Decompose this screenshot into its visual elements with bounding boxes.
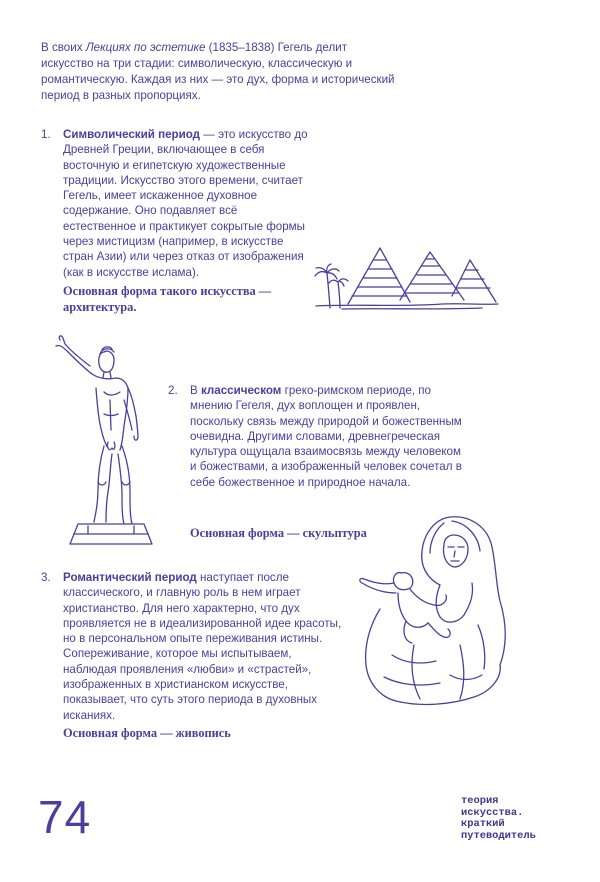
main-form-architecture: Основная форма такого искусства — архитектура. bbox=[63, 284, 272, 314]
statue-illustration bbox=[48, 330, 163, 555]
book-title bbox=[461, 796, 571, 842]
intro-book-title: Лекциях по эстетике bbox=[85, 41, 206, 54]
section-text: — это искусство до Древней Греции, включающее в себя восточную и египетскую художественные традиции. Искусство этого времени, считает Гегель, имеет искаженное духовное содержание. Оно подавляет всё естественное и практикует сокрытые формы через мистицизм (например, в искусстве стран Азии) или через отказ от изображения (как в искусстве ислама). bbox=[63, 128, 308, 279]
book-title-line: путеводитель bbox=[461, 829, 536, 842]
section-number: 1. bbox=[41, 128, 51, 141]
section-romantic bbox=[41, 570, 348, 723]
section-body bbox=[63, 570, 348, 723]
intro-text-after: (1835–1838) Гегель делит искусство на три стадии: символическую, классическую и романтическую. Каждая из них — это дух, форма и исторический период в разных пропорциях. bbox=[41, 41, 395, 102]
section-body bbox=[63, 127, 313, 280]
section-text: греко-римском периоде, по мнению Гегеля, дух воплощен и проявлен, поскольку связь между природой и божественным очевидна. Другими словами, древнегреческая культура ощущала взаимосвязь между человеком и божествами, а изображенный человек сочетал в себе божественное и природное начала. bbox=[190, 384, 462, 489]
book-title-line: краткий bbox=[461, 818, 505, 830]
book-title-line: искусства. bbox=[461, 806, 524, 819]
section-symbolic bbox=[41, 127, 313, 280]
section-classical bbox=[168, 383, 465, 490]
main-form-sculpture: Основная форма — скульптура bbox=[190, 526, 367, 540]
madonna-illustration bbox=[340, 505, 530, 715]
section-prefix: В bbox=[190, 384, 201, 397]
book-title-line: теория bbox=[461, 795, 499, 807]
page-number: 74 bbox=[38, 791, 92, 843]
intro-paragraph bbox=[41, 40, 401, 104]
section-term: Романтический период bbox=[63, 571, 197, 584]
section-term: классическом bbox=[200, 384, 282, 397]
pyramids-illustration bbox=[312, 238, 502, 313]
section-text: наступает после классического, и главную роль в нем играет христианство. Для него характерно, что дух проявляется не в идеализированной идее красоты, но в персональном опыте переживания истины. Сопереживание, которое мы испытываем, наблюдая проявления «любви» и «страстей», изображенных в христианском искусстве, показывает, что суть этого периода в духовных исканиях. bbox=[63, 571, 342, 722]
section-body bbox=[190, 383, 465, 490]
main-form-painting: Основная форма — живопись bbox=[63, 726, 231, 740]
section-number: 3. bbox=[41, 571, 51, 584]
intro-text-before: В своих bbox=[41, 41, 86, 54]
section-term: Символический период bbox=[63, 128, 201, 141]
section-number: 2. bbox=[168, 384, 178, 397]
